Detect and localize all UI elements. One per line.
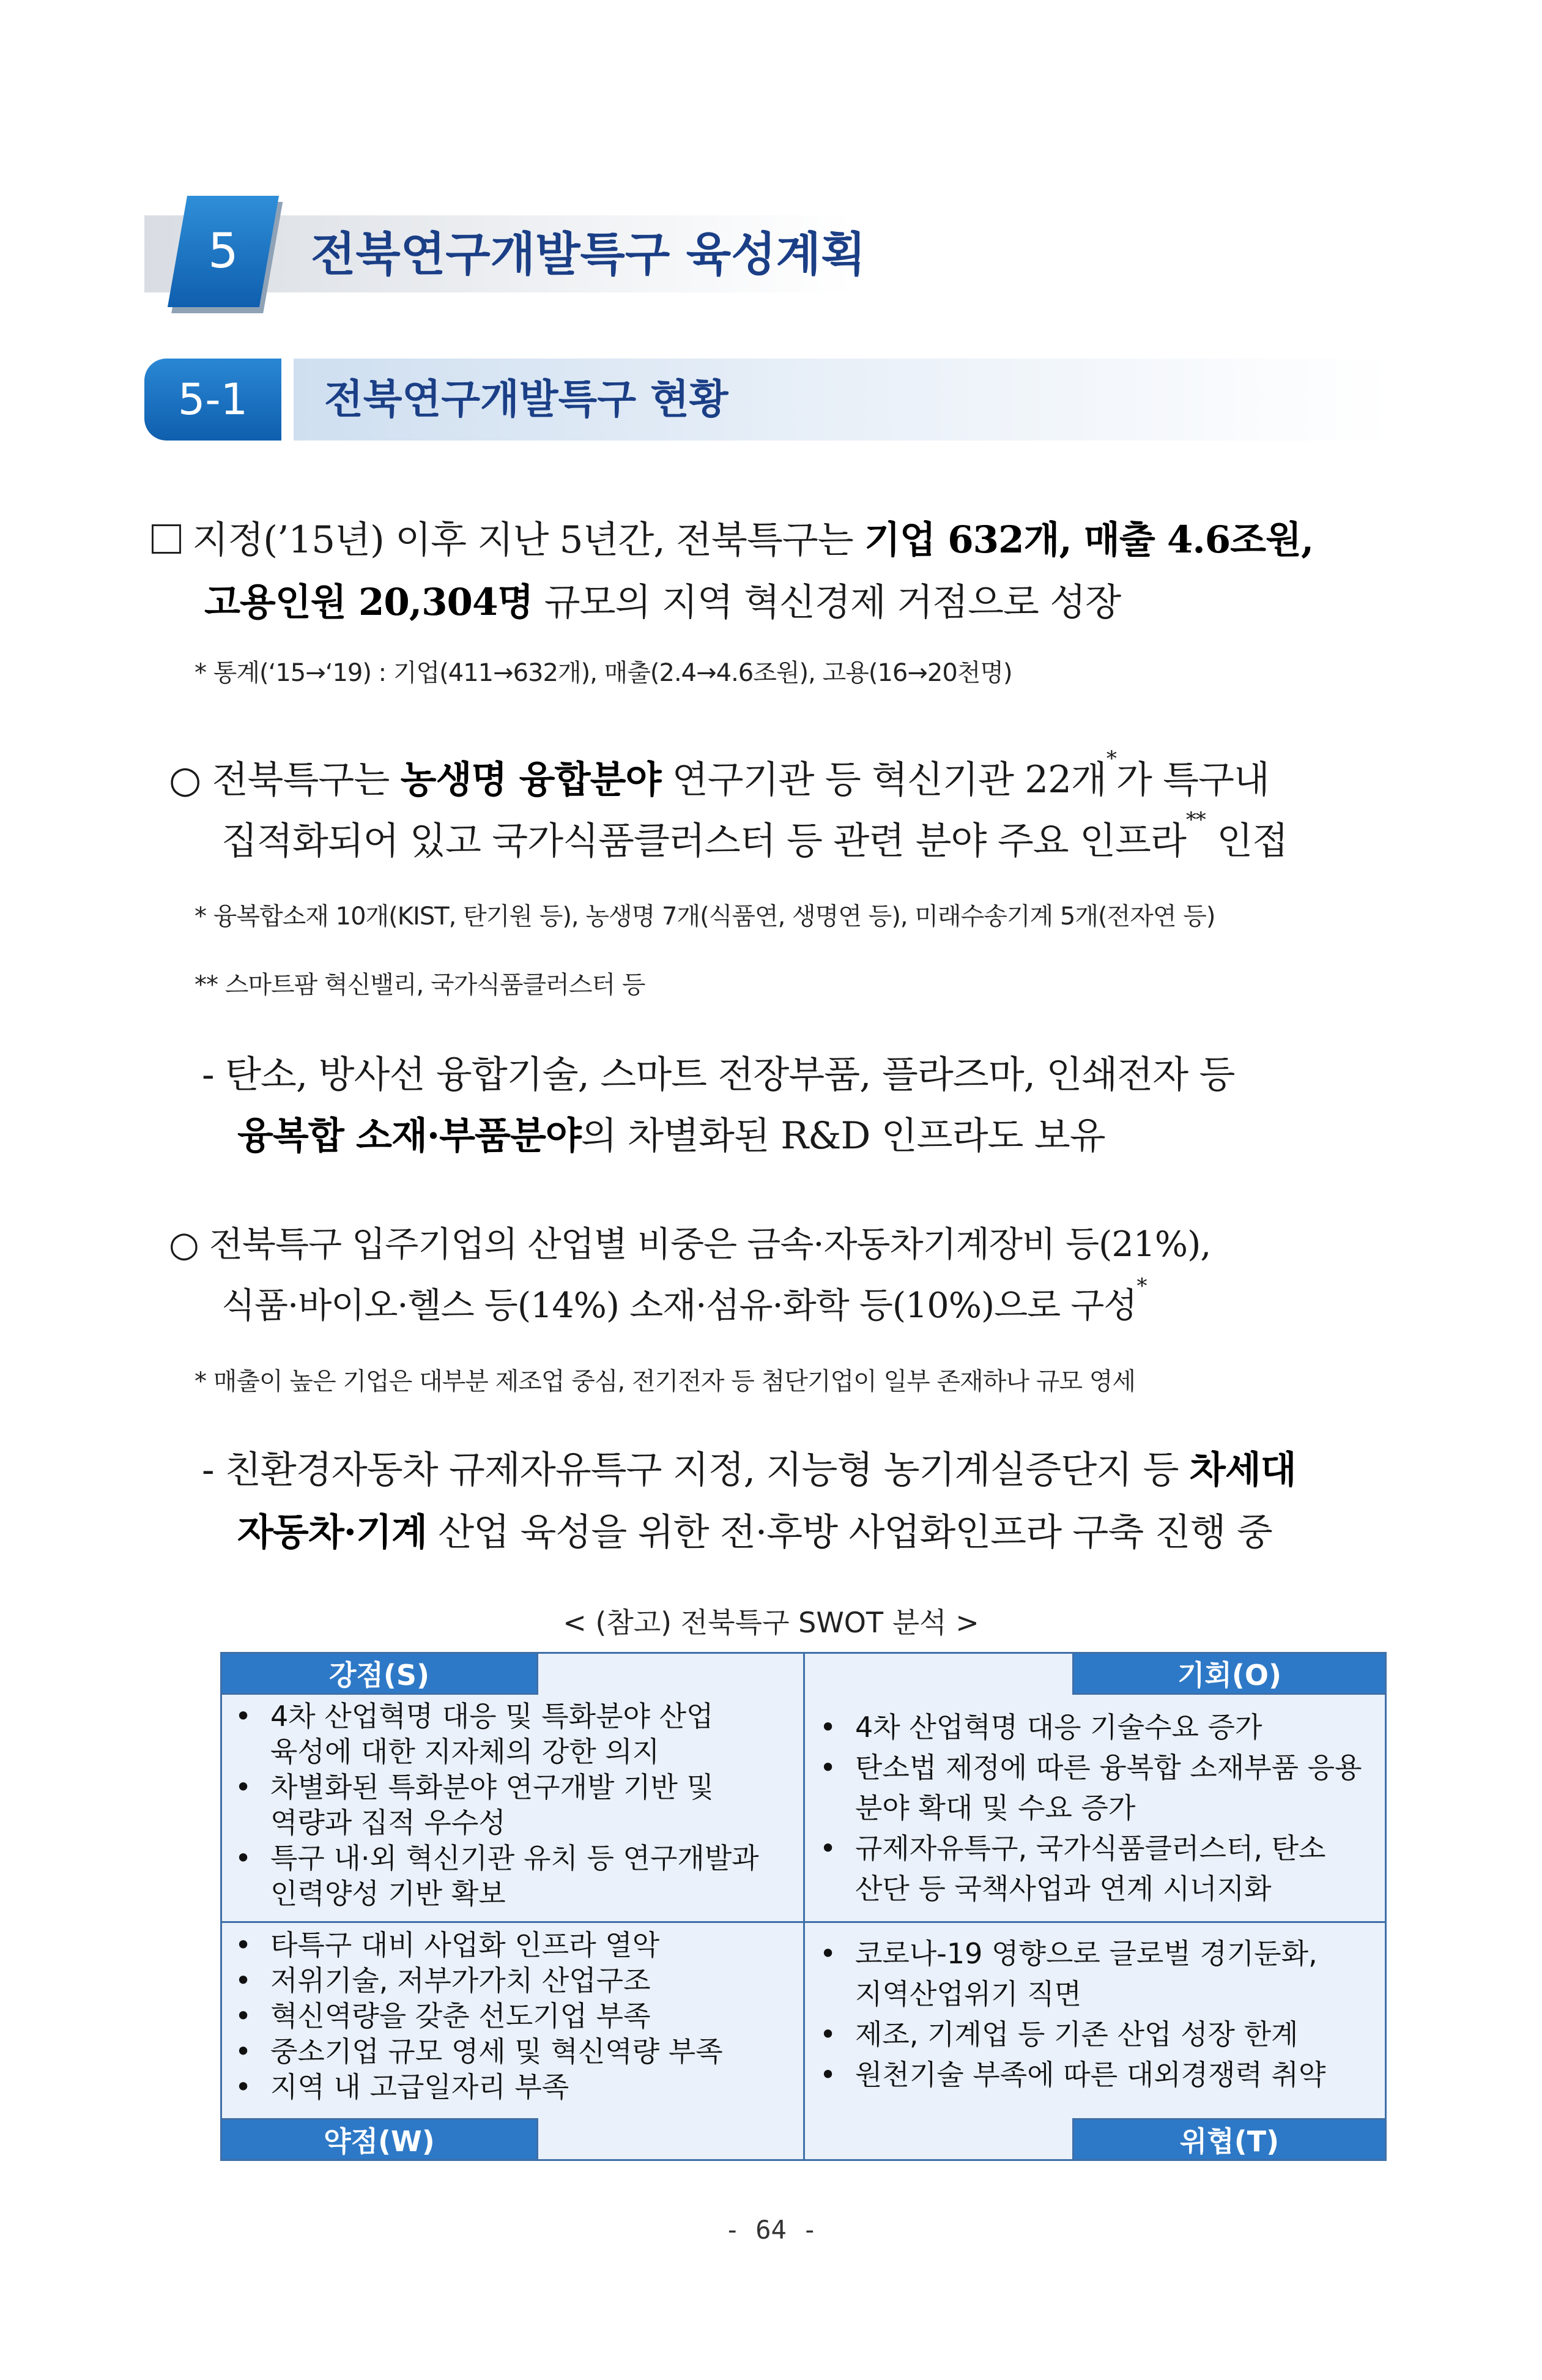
list-item: • 특구 내·외 혁신기관 유치 등 연구개발과 인력양성 기반 확보 [224,1840,799,1911]
para2-note2: ** 스마트팜 혁신밸리, 국가식품클러스터 등 [195,971,645,999]
list-item: • 4차 산업혁명 대응 기술수요 증가 [809,1707,1384,1747]
subsection-separator [281,359,294,441]
list-item: • 규제자유특구, 국가식품클러스터, 탄소 산단 등 국책사업과 연계 시너지화 [809,1828,1384,1909]
strength-list [224,1698,799,1911]
para2-line1: ○ 전북특구는 농생명 융합분야 연구기관 등 혁신기관 22개*가 특구내 [169,746,1269,801]
threat-label: 위협(T) [1072,2118,1387,2161]
checkbox-square-icon [152,524,181,554]
list-item: • 혁신역량을 갖춘 선도기업 부족 [224,1998,799,2034]
list-item: • 타특구 대비 사업화 인프라 열악 [224,1927,799,1963]
para2-note1: * 융복합소재 10개(KIST, 탄기원 등), 농생명 7개(식품연, 생명연 등), 미래수송기계 5개(전자연 등) [195,902,1215,931]
section-title: 전북연구개발특구 육성계획 [311,227,866,281]
subsection-title: 전북연구개발특구 현황 [324,376,728,423]
list-item: • 제조, 기계업 등 기존 산업 성장 한계 [809,2014,1384,2055]
para2-dash-line1: - 탄소, 방사선 융합기술, 스마트 전장부품, 플라즈마, 인쇄전자 등 [202,1053,1235,1096]
strength-label: 강점(S) [220,1652,538,1695]
subsection-number-badge: 5-1 [144,359,281,441]
swot-vertical-divider [803,1652,805,2161]
para1-line2: 고용인원 20,304명 규모의 지역 혁신경제 거점으로 성장 [204,581,1121,624]
list-item: • 코로나-19 영향으로 글로벌 경기둔화, 지역산업위기 직면 [809,1933,1384,2014]
list-item: • 지역 내 고급일자리 부족 [224,2069,799,2105]
weakness-list [224,1927,799,2105]
para3-line1: ○ 전북특구 입주기업의 산업별 비중은 금속·자동차기계장비 등(21%), [169,1224,1211,1265]
section-number-badge: 5 [168,196,279,307]
para1-line1: 지정(’15년) 이후 지난 5년간, 전북특구는 기업 632개, 매출 4.6조원, [152,510,1313,563]
swot-horizontal-divider [220,1921,1387,1923]
circle-bullet: ○ [169,1224,199,1265]
list-item: • 저위기술, 저부가가치 산업구조 [224,1963,799,1998]
list-item: • 4차 산업혁명 대응 및 특화분야 산업 육성에 대한 지자체의 강한 의지 [224,1698,799,1769]
para3-note: * 매출이 높은 기업은 대부분 제조업 중심, 전기전자 등 첨단기업이 일부 존재하나 규모 영세 [195,1367,1136,1396]
para2-line2: 집적화되어 있고 국가식품클러스터 등 관련 분야 주요 인프라** 인접 [221,808,1288,863]
para3-dash-line1: - 친환경자동차 규제자유특구 지정, 지능형 농기계실증단지 등 차세대 [202,1448,1296,1492]
para3-line2: 식품·바이오·헬스 등(14%) 소재·섬유·화학 등(10%)으로 구성* [221,1274,1147,1326]
opportunity-label: 기회(O) [1072,1652,1387,1695]
list-item: • 차별화된 특화분야 연구개발 기반 및 역량과 집적 우수성 [224,1769,799,1840]
page-number: - 64 - [724,2215,818,2245]
circle-bullet: ○ [169,758,201,801]
para3-dash-line2: 자동차·기계 산업 육성을 위한 전·후방 사업화인프라 구축 진행 중 [237,1511,1272,1554]
threat-list [809,1933,1384,2095]
para2-dash-line2: 융복합 소재·부품분야의 차별화된 R&D 인프라도 보유 [237,1114,1105,1158]
list-item: • 탄소법 제정에 따른 융복합 소재부품 응용 분야 확대 및 수요 증가 [809,1747,1384,1828]
list-item: • 중소기업 규모 영세 및 혁신역량 부족 [224,2034,799,2069]
swot-caption: < (참고) 전북특구 SWOT 분석 > [563,1606,979,1639]
opportunity-list [809,1707,1384,1909]
weakness-label: 약점(W) [220,2118,538,2161]
list-item: • 원천기술 부족에 따른 대외경쟁력 취약 [809,2055,1384,2095]
para1-note: * 통계(‘15→‘19) : 기업(411→632개), 매출(2.4→4.6조원), 고용(16→20천명) [195,659,1012,687]
